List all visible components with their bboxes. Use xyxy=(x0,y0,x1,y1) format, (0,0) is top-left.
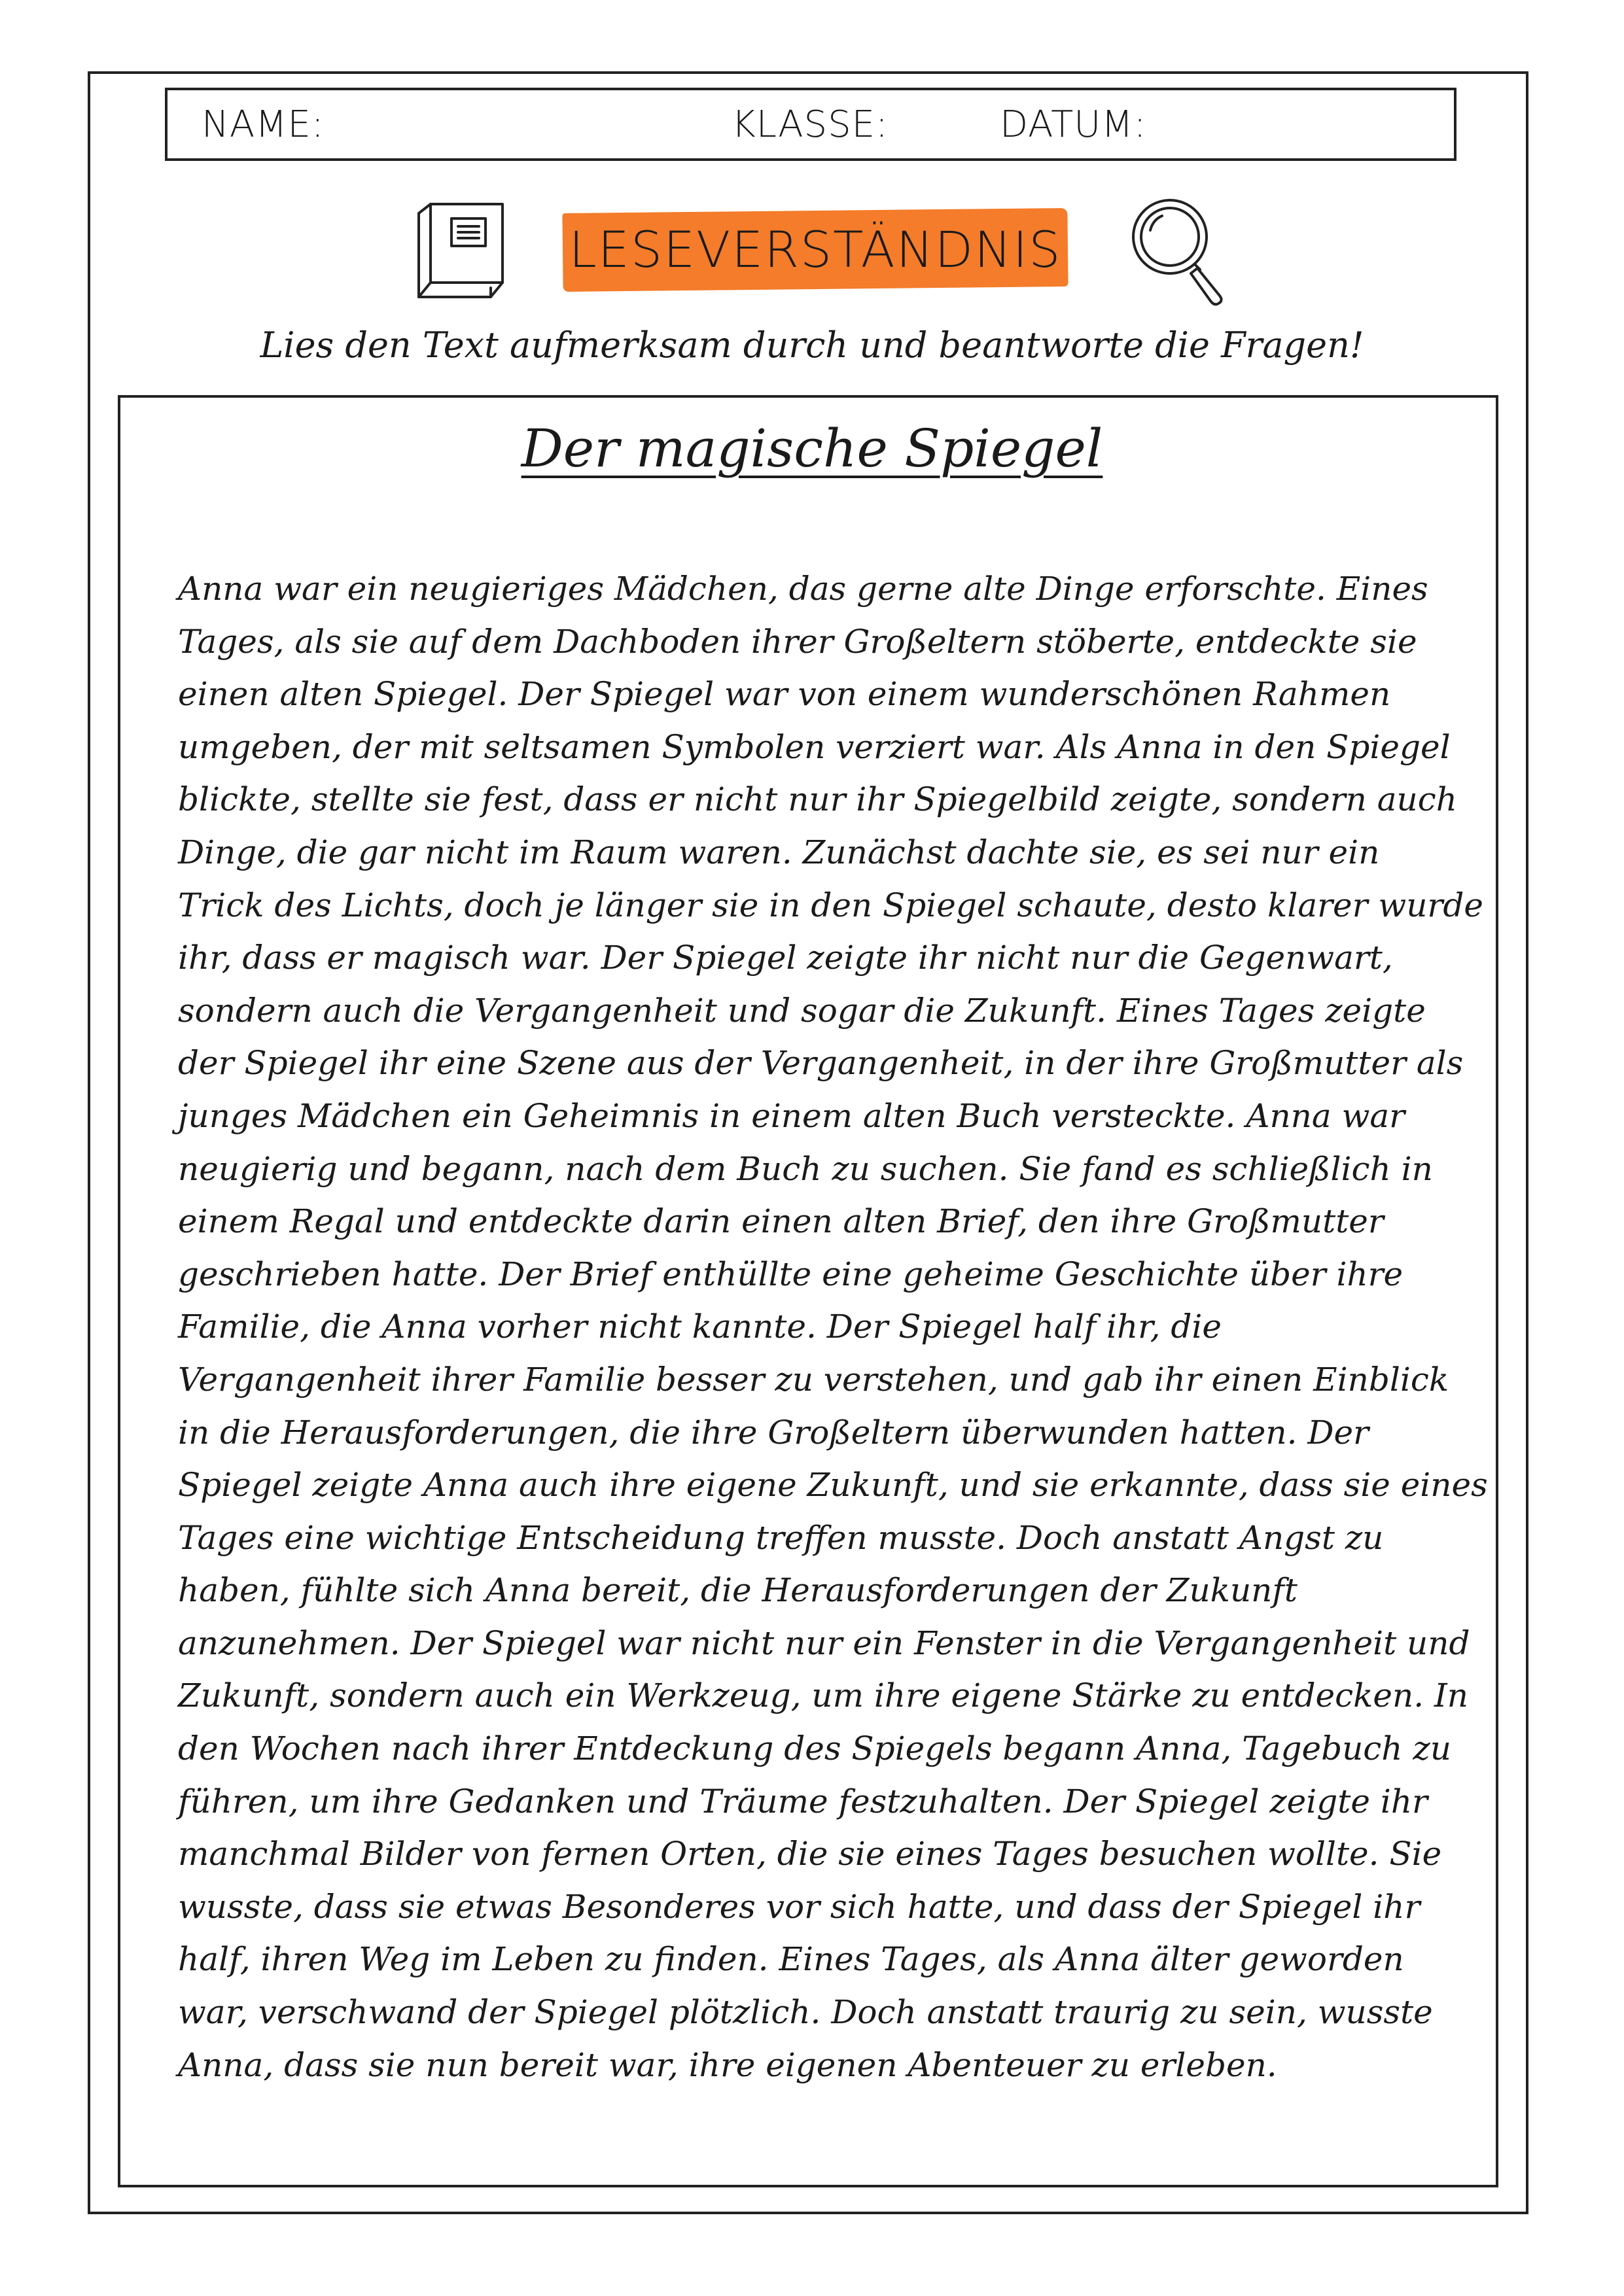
story-line: Tages, als sie auf dem Dachboden ihrer Großeltern stöberte, entdeckte sie xyxy=(178,622,1417,661)
story-line: Dinge, die gar nicht im Raum waren. Zunächst dachte sie, es sei nur ein xyxy=(178,833,1380,871)
story-line: in die Herausforderungen, die ihre Großeltern überwunden hatten. Der xyxy=(178,1413,1369,1452)
story-line: Vergangenheit ihrer Familie besser zu verstehen, und gab ihr einen Einblick xyxy=(178,1360,1449,1399)
story-line: haben, fühlte sich Anna bereit, die Herausforderungen der Zukunft xyxy=(178,1571,1297,1610)
story-line: den Wochen nach ihrer Entdeckung des Spiegels begann Anna, Tagebuch zu xyxy=(178,1730,1451,1768)
worksheet-title: LESEVERSTÄNDNIS xyxy=(569,220,1062,279)
story-title xyxy=(0,416,1624,481)
story-line: Familie, die Anna vorher nicht kannte. Der Spiegel half ihr, die xyxy=(178,1308,1222,1346)
student-info-header xyxy=(165,88,1456,161)
story-line: geschrieben hatte. Der Brief enthüllte eine geheime Geschichte über ihre xyxy=(178,1255,1403,1293)
class-label: KLASSE: xyxy=(732,103,889,146)
story-line: wusste, dass sie etwas Besonderes vor sich hatte, und dass der Spiegel ihr xyxy=(178,1887,1421,1926)
story-line: Anna war ein neugieriges Mädchen, das gerne alte Dinge erforschte. Eines xyxy=(178,570,1428,608)
book-icon xyxy=(411,199,509,304)
story-line: führen, um ihre Gedanken und Träume festzuhalten. Der Spiegel zeigte ihr xyxy=(178,1782,1428,1820)
story-line: war, verschwand der Spiegel plötzlich. Doch anstatt traurig zu sein, wusste xyxy=(178,1993,1433,2032)
story-line: junges Mädchen ein Geheimnis in einem alten Buch versteckte. Anna war xyxy=(178,1096,1405,1135)
story-line: Tages eine wichtige Entscheidung treffen musste. Doch anstatt Angst zu xyxy=(178,1518,1384,1557)
story-line: Zukunft, sondern auch ein Werkzeug, um ihre eigene Stärke zu entdecken. In xyxy=(178,1677,1468,1715)
story-line: Anna, dass sie nun bereit war, ihre eigenen Abenteuer zu erleben. xyxy=(178,2045,1277,2084)
story-line: ihr, dass er magisch war. Der Spiegel zeigte ihr nicht nur die Gegenwart, xyxy=(178,939,1393,977)
story-title-text: Der magische Spiegel xyxy=(521,418,1103,479)
story-line: sondern auch die Vergangenheit und sogar die Zukunft. Eines Tages zeigte xyxy=(178,991,1426,1030)
story-line: anzunehmen. Der Spiegel war nicht nur ein Fenster in die Vergangenheit und xyxy=(178,1624,1470,1662)
story-line: manchmal Bilder von fernen Orten, die sie eines Tages besuchen wollte. Sie xyxy=(178,1835,1442,1873)
story-line: Spiegel zeigte Anna auch ihre eigene Zukunft, und sie erkannte, dass sie eines xyxy=(178,1466,1488,1505)
magnifier-icon xyxy=(1124,191,1229,309)
story-line: einem Regal und entdeckte darin einen alten Brief, den ihre Großmutter xyxy=(178,1202,1384,1241)
story-line: blickte, stellte sie fest, dass er nicht nur ihr Spiegelbild zeigte, sondern auch xyxy=(178,780,1457,819)
story-body xyxy=(178,563,1488,2091)
name-label: NAME: xyxy=(202,103,325,146)
story-line: einen alten Spiegel. Der Spiegel war von einem wunderschönen Rahmen xyxy=(178,675,1391,714)
story-line: Trick des Lichts, doch je länger sie in den Spiegel schaute, desto klarer wurde xyxy=(178,886,1483,924)
story-line: umgeben, der mit seltsamen Symbolen verziert war. Als Anna in den Spiegel xyxy=(178,727,1451,766)
story-line: der Spiegel ihr eine Szene aus der Vergangenheit, in der ihre Großmutter als xyxy=(178,1044,1464,1083)
story-line: neugierig und begann, nach dem Buch zu suchen. Sie fand es schließlich in xyxy=(178,1149,1433,1188)
instruction-text: Lies den Text aufmerksam durch und beantworte die Fragen! xyxy=(260,324,1364,366)
story-line: half, ihren Weg im Leben zu finden. Eines Tages, als Anna älter geworden xyxy=(178,1940,1404,1979)
date-label: DATUM: xyxy=(1000,103,1147,146)
